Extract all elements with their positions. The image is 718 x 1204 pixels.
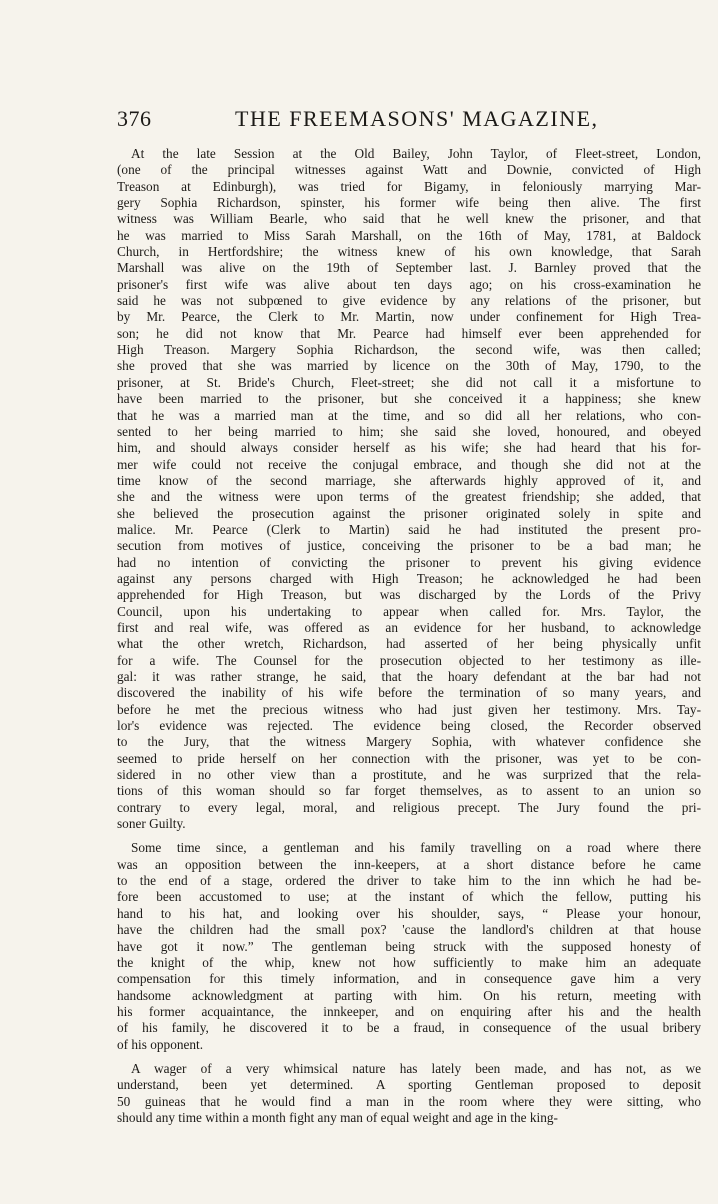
text-line: tions of this woman should so far forget themselves, as to assent to an union so [117, 783, 701, 799]
text-line: prisoner's first wife was alive about ten days ago; on his cross-examination he [117, 276, 701, 292]
text-line: time know of the second marriage, she afterwards highly approved of it, and [117, 472, 701, 488]
text-line: (one of the principal witnesses against Watt and Downie, convicted of High [117, 162, 701, 178]
text-line: hand to his hat, and looking over his shoulder, says, “ Please your honour, [117, 905, 701, 921]
text-line: Some time since, a gentleman and his family travelling on a road where there [131, 840, 701, 856]
text-line: should any time within a month fight any man of equal weight and age in the king- [117, 1109, 558, 1125]
text-line: Council, upon his undertaking to appear when called for. Mrs. Taylor, the [117, 603, 701, 619]
text-line: him, and should always consider herself as his wife; she had heard that his for- [117, 440, 701, 456]
text-line: secution from motives of justice, conceiving the prisoner to be a bad man; he [117, 538, 701, 554]
text-line: against any persons charged with High Treason; he acknowledged he had been [117, 570, 701, 586]
text-line: have been married to the prisoner, but she conceived it a happiness; she knew [117, 391, 701, 407]
text-line: apprehended for High Treason, but was discharged by the Lords of the Privy [117, 587, 701, 603]
text-line: witness was William Bearle, who said that he well knew the prisoner, and that [117, 211, 701, 227]
text-line: have the children had the small pox? 'cause the landlord's children at that house [117, 922, 701, 938]
text-line: sidered in no other view than a prostitute, and he was surprized that the rela- [117, 767, 701, 783]
text-line: before he met the precious witness who had just given her testimony. Mrs. Tay- [117, 701, 701, 717]
text-line: malice. Mr. Pearce (Clerk to Martin) said he had instituted the present pro- [117, 521, 701, 537]
text-line: 50 guineas that he would find a man in the room where they were sitting, who [117, 1093, 701, 1109]
magazine-title: THE FREEMASONS' MAGAZINE, [235, 106, 599, 131]
text-line: mer wife could not receive the conjugal embrace, and though she did not at the [117, 456, 701, 472]
text-line: sented to her being married to him; she said she loved, honoured, and obeyed [117, 423, 701, 439]
text-line: handsome acknowledgment at parting with him. On his return, meeting with [117, 987, 701, 1003]
page-number: 376 [117, 106, 152, 131]
text-line: what the other wretch, Richardson, had asserted of her being physically unfit [117, 636, 701, 652]
text-line: first and real wife, was offered as an evidence for her husband, to acknowledge [117, 619, 701, 635]
text-line: was an opposition between the inn-keepers, at a short distance before he came [117, 856, 701, 872]
text-line: have got it now.” The gentleman being struck with the supposed honesty of [117, 938, 701, 954]
text-line: the knight of the whip, knew not how sufficiently to make him an adequate [117, 954, 701, 970]
text-line: understand, been yet determined. A sporting Gentleman proposed to deposit [117, 1077, 701, 1093]
text-line: of his family, he discovered it to be a fraud, in consequence of the usual bribery [117, 1020, 701, 1036]
text-line: to the end of a stage, ordered the driver to take him to the inn which he had be- [117, 873, 701, 889]
text-line: said he was not subpœned to give evidence by any relations of the prisoner, but [117, 293, 701, 309]
text-line: by Mr. Pearce, the Clerk to Mr. Martin, now under confinement for High Trea- [117, 309, 701, 325]
paragraph-3 [117, 1061, 701, 1126]
text-line: gery Sophia Richardson, spinster, his former wife being then alive. The first [117, 195, 701, 211]
article-body [117, 146, 701, 1134]
text-line: A wager of a very whimsical nature has lately been made, and has not, as we [131, 1060, 701, 1076]
text-line: compensation for this timely information, and in consequence gave him a very [117, 971, 701, 987]
text-line: Marshall was alive on the 19th of September last. J. Barnley proved that the [117, 260, 701, 276]
text-line: contrary to every legal, moral, and religious precept. The Jury found the pri- [117, 799, 701, 815]
text-line: she proved that she was married by licence on the 30th of May, 1790, to the [117, 358, 701, 374]
text-line: discovered the inability of his wife before the termination of so many years, and [117, 685, 701, 701]
text-line: lor's evidence was rejected. The evidence being closed, the Recorder observed [117, 718, 701, 734]
text-line: gal: it was rather strange, he said, that the hoary defendant at the bar had not [117, 669, 701, 684]
text-line: his former acquaintance, the innkeeper, and on enquiring after his and the health [117, 1003, 701, 1019]
text-line: Church, in Hertfordshire; the witness knew of his own knowledge, that Sarah [117, 244, 701, 260]
text-line: he was married to Miss Sarah Marshall, on the 16th of May, 1781, at Baldock [117, 227, 701, 243]
text-line: had no intention of convicting the prisoner to prevent his giving evidence [117, 554, 701, 570]
running-head [117, 106, 717, 140]
text-line: of his opponent. [117, 1036, 204, 1052]
text-line: that he was a married man at the time, and so did all her relations, who con- [117, 407, 701, 423]
text-line: soner Guilty. [117, 816, 186, 832]
text-line: High Treason. Margery Sophia Richardson, the second wife, was then called; [117, 342, 701, 358]
text-line: son; he did not know that Mr. Pearce had himself ever been apprehended for [117, 325, 701, 341]
text-line: she and the witness were upon terms of the greatest friendship; she added, that [117, 489, 701, 505]
text-line: prisoner, at St. Bride's Church, Fleet-street; she did not call it a misfortune to [117, 374, 701, 390]
text-line: for a wife. The Counsel for the prosecution objected to her testimony as ille- [117, 652, 701, 668]
paragraph-2 [117, 840, 701, 1052]
text-line: fore been accustomed to use; at the instant of which the fellow, putting his [117, 889, 701, 905]
text-line: Treason at Edinburgh), was tried for Bigamy, in feloniously marrying Mar- [117, 178, 701, 194]
text-line: she believed the prosecution against the prisoner originated solely in spite and [117, 505, 701, 521]
text-line: seemed to pride herself on her connection with the prisoner, was yet to be con- [117, 750, 701, 766]
text-line: At the late Session at the Old Bailey, John Taylor, of Fleet-street, London, [131, 146, 701, 161]
paragraph-1 [117, 146, 701, 832]
text-line: to the Jury, that the witness Margery Sophia, with whatever confidence she [117, 734, 701, 750]
